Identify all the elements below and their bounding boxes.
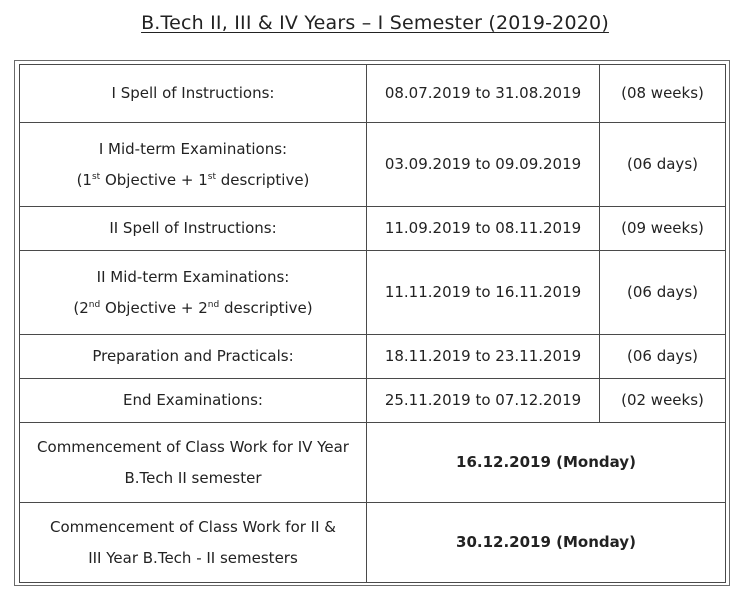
dates-cell: 18.11.2019 to 23.11.2019: [367, 335, 600, 379]
event-text: Objective + 1: [100, 170, 208, 189]
event-line-2: B.Tech II semester: [124, 468, 262, 487]
dates-cell: 11.11.2019 to 16.11.2019: [367, 251, 600, 335]
duration-cell: (06 days): [600, 335, 726, 379]
table-row: [20, 65, 726, 123]
duration-cell: (06 days): [600, 123, 726, 207]
event-cell: I Spell of Instructions:: [20, 65, 367, 123]
event-cell: [20, 423, 367, 503]
event-text: Objective + 2: [100, 298, 208, 317]
table-row: [20, 123, 726, 207]
event-line-2: [24, 299, 362, 318]
duration-cell: (09 weeks): [600, 207, 726, 251]
event-line-2: [24, 171, 362, 190]
event-line-2: III Year B.Tech - II semesters: [88, 548, 298, 567]
duration-cell: (06 days): [600, 251, 726, 335]
event-text: descriptive): [215, 170, 310, 189]
event-text: descriptive): [219, 298, 313, 317]
table-row: [20, 335, 726, 379]
event-cell: [20, 123, 367, 207]
event-line-1: Commencement of Class Work for II &: [50, 517, 336, 536]
commencement-date-cell: 30.12.2019 (Monday): [367, 503, 726, 583]
ordinal-suffix: nd: [207, 299, 220, 310]
ordinal-suffix: st: [207, 171, 216, 182]
academic-calendar-table: [19, 64, 726, 583]
event-line-1: II Mid-term Examinations:: [96, 267, 290, 286]
dates-cell: 08.07.2019 to 31.08.2019: [367, 65, 600, 123]
dates-cell: 25.11.2019 to 07.12.2019: [367, 379, 600, 423]
event-cell: End Examinations:: [20, 379, 367, 423]
dates-cell: 11.09.2019 to 08.11.2019: [367, 207, 600, 251]
commencement-date-cell: 16.12.2019 (Monday): [367, 423, 726, 503]
event-line-1: I Mid-term Examinations:: [98, 139, 288, 158]
table-row: [20, 251, 726, 335]
table-row: [20, 503, 726, 583]
event-text: (2: [73, 298, 89, 317]
event-cell: [20, 503, 367, 583]
event-cell: [20, 251, 367, 335]
event-cell: Preparation and Practicals:: [20, 335, 367, 379]
table-row: [20, 423, 726, 503]
ordinal-suffix: st: [91, 171, 101, 182]
dates-cell: 03.09.2019 to 09.09.2019: [367, 123, 600, 207]
event-text: (1: [76, 170, 92, 189]
page-title: B.Tech II, III & IV Years – I Semester (2019-2020): [141, 12, 609, 34]
duration-cell: (02 weeks): [600, 379, 726, 423]
event-cell: II Spell of Instructions:: [20, 207, 367, 251]
table-row: [20, 379, 726, 423]
ordinal-suffix: nd: [88, 299, 101, 310]
duration-cell: (08 weeks): [600, 65, 726, 123]
table-row: [20, 207, 726, 251]
event-line-1: Commencement of Class Work for IV Year: [37, 437, 349, 456]
